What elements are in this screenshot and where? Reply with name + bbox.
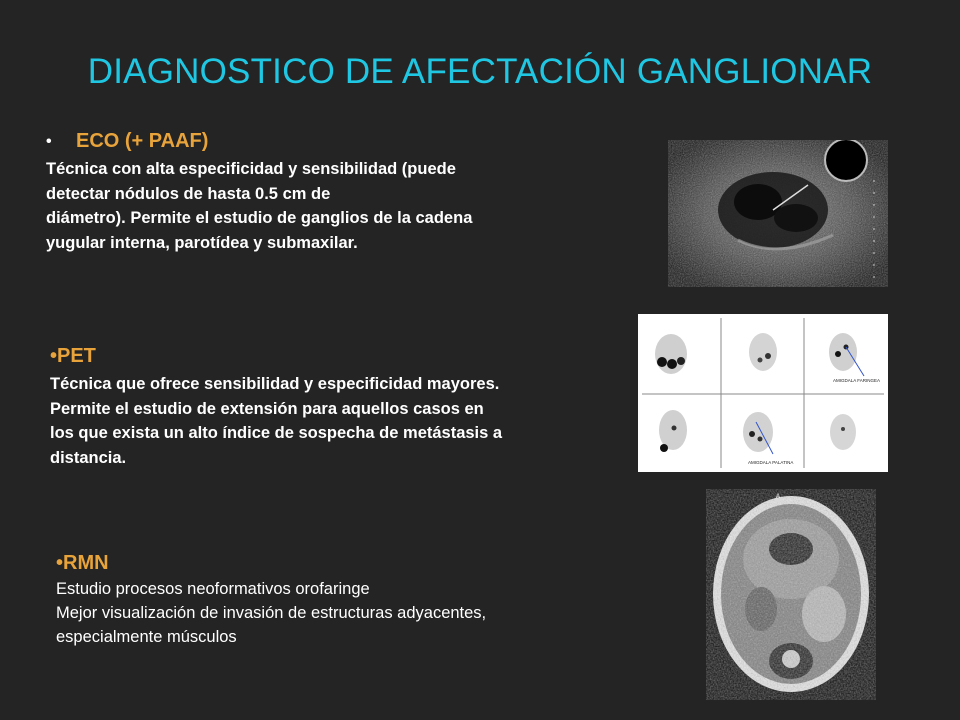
pet-line: distancia. — [50, 448, 127, 467]
pet-image-grid — [638, 314, 888, 472]
pet-description — [50, 372, 630, 470]
rmn-line: Mejor visualización de invasión de estructuras adyacentes, — [56, 604, 487, 622]
mri-image — [706, 489, 876, 700]
slide-title: DIAGNOSTICO DE AFECTACIÓN GANGLIONAR — [87, 52, 873, 91]
rmn-description — [56, 577, 636, 649]
pet-line: Permite el estudio de extensión para aquellos casos en — [50, 399, 484, 418]
pet-line: Técnica que ofrece sensibilidad y especificidad mayores. — [50, 375, 500, 393]
eco-bullet: • — [46, 132, 52, 150]
ultrasound-image — [668, 140, 888, 287]
rmn-line: especialmente músculos — [56, 628, 237, 646]
eco-section — [46, 130, 626, 255]
pet-line: los que exista un alto índice de sospecha de metástasis a — [50, 424, 503, 442]
eco-description — [46, 157, 626, 255]
pet-label-faringea: AMIGDALA FARINGEA — [833, 378, 881, 383]
eco-line: detectar nódulos de hasta 0.5 cm de — [46, 184, 331, 203]
pet-section — [50, 345, 630, 470]
rmn-line: Estudio procesos neoformativos orofaringe — [56, 580, 370, 598]
rmn-section — [56, 552, 636, 649]
pet-heading: •PET — [50, 345, 96, 367]
eco-heading: ECO (+ PAAF) — [76, 130, 209, 152]
eco-line: yugular interna, parotídea y submaxilar. — [46, 233, 358, 252]
eco-line: Técnica con alta especificidad y sensibilidad (puede — [46, 160, 456, 178]
eco-line: diámetro). Permite el estudio de ganglios de la cadena — [46, 209, 473, 227]
rmn-heading: •RMN — [56, 552, 109, 574]
eco-heading-row — [46, 130, 626, 153]
mri-marker: A — [776, 494, 781, 500]
pet-label-palatina: AMIGDALA PALATINA — [748, 460, 794, 465]
